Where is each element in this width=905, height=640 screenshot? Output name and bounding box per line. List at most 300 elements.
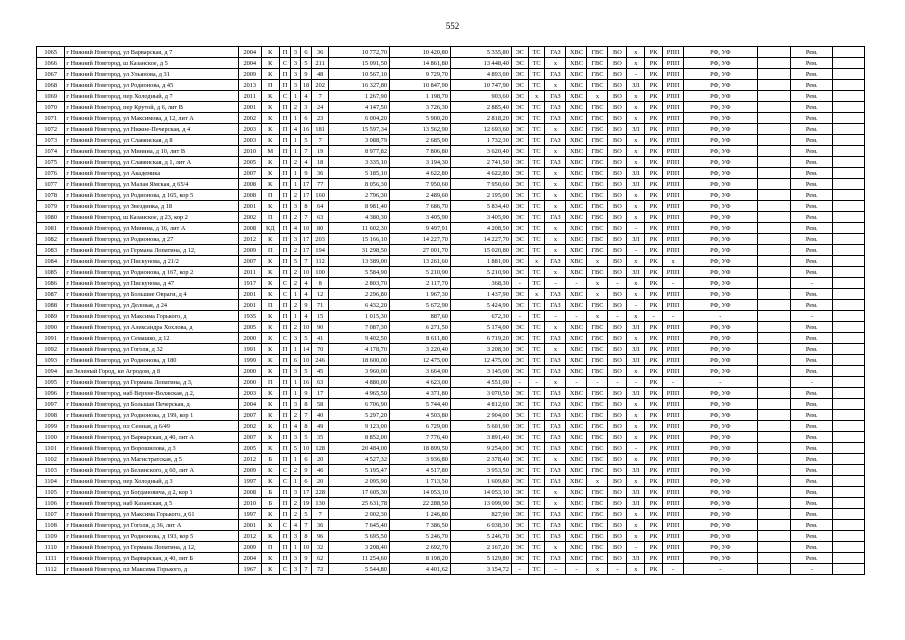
cell-status-a: Рем.	[791, 410, 833, 421]
cell-program: РФ, УФ	[684, 289, 758, 300]
table-row	[37, 190, 865, 201]
cell-gas: х	[545, 80, 566, 91]
cell-wall: К	[261, 69, 279, 80]
cell-heat: -	[511, 564, 528, 575]
cell-roof: П	[279, 300, 291, 311]
cell-hot-water-src: ТС	[528, 135, 545, 146]
cell-hot-water: ГВС	[587, 542, 608, 553]
cell-repair-type: РПП	[663, 113, 684, 124]
cell-program: РФ, УФ	[684, 278, 758, 289]
cell-hot-water-src: -	[528, 377, 545, 388]
cell-program: РФ, УФ	[684, 58, 758, 69]
cell-repair-type: РПП	[663, 509, 684, 520]
cell-roof: П	[279, 399, 291, 410]
cell-fund	[757, 333, 791, 344]
cell-wall: К	[261, 366, 279, 377]
cell-wall: К	[261, 564, 279, 575]
cell-floors: 6	[300, 113, 312, 124]
cell-garbage: РК	[645, 102, 663, 113]
cell-gas: х	[545, 454, 566, 465]
cell-status-b	[833, 124, 865, 135]
cell-area-residential: 13 099,90	[450, 498, 511, 509]
cell-area-residential: 4 551,00	[450, 377, 511, 388]
cell-year: 2008	[238, 223, 261, 234]
cell-hot-water: х	[587, 289, 608, 300]
cell-heat: ЭС	[511, 212, 528, 223]
cell-floors: 8	[300, 421, 312, 432]
cell-entrances: 2	[291, 498, 300, 509]
cell-gas: х	[545, 234, 566, 245]
cell-apartments: 181	[312, 124, 329, 135]
cell-roof: П	[279, 432, 291, 443]
table-row	[37, 113, 865, 124]
cell-repair-type: РПП	[663, 157, 684, 168]
cell-status-b	[833, 157, 865, 168]
cell-heat: ЭС	[511, 256, 528, 267]
cell-address: г Нижний Новгород, ул Варварская, д 40, лит А	[65, 432, 238, 443]
cell-status-a: Рем.	[791, 69, 833, 80]
cell-heat: ЭС	[511, 58, 528, 69]
cell-roof: П	[279, 201, 291, 212]
cell-sewer: -	[608, 311, 627, 322]
cell-area-living: 1 713,50	[389, 476, 450, 487]
cell-apartments: 8	[312, 278, 329, 289]
cell-hot-water-src: ТС	[528, 443, 545, 454]
cell-hot-water-src: ТС	[528, 311, 545, 322]
cell-entrances: 2	[291, 278, 300, 289]
cell-no: 1091	[37, 333, 65, 344]
cell-status-b	[833, 278, 865, 289]
cell-address: г Нижний Новгород, пер Холодный, д 7	[65, 91, 238, 102]
cell-hot-water: х	[587, 278, 608, 289]
cell-area-living: 3 664,00	[389, 366, 450, 377]
cell-address: г Нижний Новгород, ул Большие Овраги, д 4	[65, 289, 238, 300]
cell-elevator: х	[627, 476, 645, 487]
cell-program: РФ, УФ	[684, 234, 758, 245]
cell-hot-water: ГВС	[587, 223, 608, 234]
cell-fund	[757, 256, 791, 267]
cell-floors: 10	[300, 542, 312, 553]
cell-area-total: 16 327,80	[329, 80, 390, 91]
cell-program: РФ, УФ	[684, 201, 758, 212]
cell-floors: 10	[300, 322, 312, 333]
cell-status-b	[833, 564, 865, 575]
cell-program: РФ, УФ	[684, 410, 758, 421]
cell-cold-water: ХВС	[566, 487, 587, 498]
cell-garbage: РК	[645, 509, 663, 520]
cell-gas: ГАЗ	[545, 465, 566, 476]
cell-sewer: ВО	[608, 124, 627, 135]
cell-year: 2009	[238, 245, 261, 256]
cell-garbage: РК	[645, 355, 663, 366]
cell-no: 1083	[37, 245, 65, 256]
cell-area-living: 5 900,20	[389, 113, 450, 124]
cell-year: 2000	[238, 333, 261, 344]
cell-area-residential: 5 210,90	[450, 267, 511, 278]
cell-program: РФ, УФ	[684, 113, 758, 124]
cell-apartments: 70	[312, 344, 329, 355]
cell-address: г Нижний Новгород, ул Варварская, д 7	[65, 47, 238, 58]
cell-entrances: 1	[291, 135, 300, 146]
cell-status-a: Рем.	[791, 465, 833, 476]
cell-gas: ГАЗ	[545, 443, 566, 454]
cell-cold-water: ХВС	[566, 531, 587, 542]
cell-fund	[757, 47, 791, 58]
cell-apartments: 63	[312, 212, 329, 223]
cell-area-residential: 5 174,00	[450, 322, 511, 333]
cell-status-b	[833, 498, 865, 509]
cell-elevator: ЗЛ	[627, 553, 645, 564]
cell-program: РФ, УФ	[684, 179, 758, 190]
cell-apartments: 24	[312, 102, 329, 113]
cell-garbage: РК	[645, 278, 663, 289]
cell-address: г Нижний Новгород, ул Родионова, д 45	[65, 80, 238, 91]
cell-sewer: ВО	[608, 531, 627, 542]
cell-hot-water: ГВС	[587, 212, 608, 223]
cell-elevator: х	[627, 113, 645, 124]
cell-hot-water-src: ТС	[528, 212, 545, 223]
cell-address: г Нижний Новгород, ул Родионова, д 193, кор 5	[65, 531, 238, 542]
cell-roof: С	[279, 520, 291, 531]
cell-garbage: РК	[645, 520, 663, 531]
cell-sewer: ВО	[608, 234, 627, 245]
cell-status-a: Рем.	[791, 113, 833, 124]
cell-area-residential: 1 609,80	[450, 476, 511, 487]
cell-hot-water-src: ТС	[528, 190, 545, 201]
cell-cold-water: ХВС	[566, 234, 587, 245]
cell-hot-water-src: ТС	[528, 300, 545, 311]
cell-no: 1065	[37, 47, 65, 58]
cell-address: г Нижний Новгород, ул Максима Горького, д 61	[65, 509, 238, 520]
cell-apartments: 20	[312, 476, 329, 487]
cell-area-living: 5 210,90	[389, 267, 450, 278]
cell-gas: ГАЗ	[545, 102, 566, 113]
cell-cold-water: ХВС	[566, 421, 587, 432]
cell-no: 1103	[37, 465, 65, 476]
cell-area-residential: 5 834,40	[450, 201, 511, 212]
cell-repair-type: РПП	[663, 234, 684, 245]
cell-area-living: 13 562,90	[389, 124, 450, 135]
cell-floors: 4	[300, 289, 312, 300]
cell-wall: КД	[261, 223, 279, 234]
table-row	[37, 201, 865, 212]
cell-wall: К	[261, 113, 279, 124]
cell-no: 1076	[37, 168, 65, 179]
cell-repair-type: РПП	[663, 300, 684, 311]
cell-garbage: РК	[645, 333, 663, 344]
cell-gas: ГАЗ	[545, 113, 566, 124]
cell-garbage: РК	[645, 69, 663, 80]
cell-area-living: 7 686,70	[389, 201, 450, 212]
cell-area-residential: 12 693,60	[450, 124, 511, 135]
cell-cold-water: ХВС	[566, 476, 587, 487]
cell-status-a: Рем.	[791, 432, 833, 443]
cell-status-a: Рем.	[791, 245, 833, 256]
table-row	[37, 124, 865, 135]
cell-heat: ЭС	[511, 399, 528, 410]
cell-year: 2004	[238, 553, 261, 564]
cell-program: РФ, УФ	[684, 267, 758, 278]
cell-year: 2013	[238, 80, 261, 91]
table-row	[37, 278, 865, 289]
cell-area-total: 5 185,10	[329, 168, 390, 179]
cell-area-living: 2 685,90	[389, 135, 450, 146]
cell-garbage: РК	[645, 168, 663, 179]
cell-year: 1967	[238, 564, 261, 575]
cell-elevator: х	[627, 212, 645, 223]
cell-area-residential: 4 208,50	[450, 223, 511, 234]
cell-status-b	[833, 542, 865, 553]
cell-area-living: 3 220,40	[389, 344, 450, 355]
cell-status-a: Рем.	[791, 47, 833, 58]
cell-repair-type: РПП	[663, 553, 684, 564]
cell-no: 1096	[37, 388, 65, 399]
cell-floors: 4	[300, 278, 312, 289]
cell-garbage: РК	[645, 476, 663, 487]
cell-garbage: РК	[645, 113, 663, 124]
cell-area-living: 6 271,50	[389, 322, 450, 333]
cell-fund	[757, 102, 791, 113]
cell-apartments: 45	[312, 366, 329, 377]
cell-area-living: 1 198,70	[389, 91, 450, 102]
cell-repair-type: РПП	[663, 454, 684, 465]
cell-status-a: Рем.	[791, 531, 833, 542]
cell-cold-water: -	[566, 311, 587, 322]
cell-no: 1077	[37, 179, 65, 190]
cell-fund	[757, 146, 791, 157]
cell-apartments: 40	[312, 410, 329, 421]
cell-entrances: 2	[291, 509, 300, 520]
cell-no: 1099	[37, 421, 65, 432]
cell-apartments: 20	[312, 454, 329, 465]
cell-area-total: 1 015,30	[329, 311, 390, 322]
cell-area-living: 27 001,70	[389, 245, 450, 256]
cell-fund	[757, 410, 791, 421]
cell-address: г Нижний Новгород, ш Казанское, д 23, кор 2	[65, 212, 238, 223]
cell-apartments: 23	[312, 113, 329, 124]
cell-floors: 9	[300, 553, 312, 564]
table-row	[37, 234, 865, 245]
cell-entrances: 2	[291, 157, 300, 168]
cell-program: РФ, УФ	[684, 322, 758, 333]
cell-heat: ЭС	[511, 69, 528, 80]
cell-no: 1097	[37, 399, 65, 410]
cell-year: 2007	[238, 168, 261, 179]
cell-fund	[757, 355, 791, 366]
cell-heat: ЭС	[511, 465, 528, 476]
cell-heat: ЭС	[511, 47, 528, 58]
cell-status-a: Рем.	[791, 366, 833, 377]
cell-address: г Нижний Новгород, ул Максимова, д 12, лит А	[65, 113, 238, 124]
cell-elevator: х	[627, 201, 645, 212]
cell-hot-water: ГВС	[587, 410, 608, 421]
cell-floors: 10	[300, 443, 312, 454]
table-row	[37, 80, 865, 91]
cell-cold-water: -	[566, 278, 587, 289]
cell-area-total: 20 484,00	[329, 443, 390, 454]
cell-hot-water: ГВС	[587, 355, 608, 366]
cell-repair-type: х	[663, 256, 684, 267]
cell-repair-type: РПП	[663, 410, 684, 421]
cell-hot-water-src: ТС	[528, 542, 545, 553]
cell-cold-water: ХВС	[566, 300, 587, 311]
cell-year: 2001	[238, 201, 261, 212]
cell-cold-water: -	[566, 564, 587, 575]
cell-wall: К	[261, 344, 279, 355]
table-row	[37, 47, 865, 58]
cell-address: г Нижний Новгород, ул Ворошилова, д 3	[65, 443, 238, 454]
cell-sewer: ВО	[608, 201, 627, 212]
cell-garbage: РК	[645, 212, 663, 223]
cell-year: 1997	[238, 509, 261, 520]
cell-program: РФ, УФ	[684, 223, 758, 234]
cell-status-a: -	[791, 311, 833, 322]
cell-roof: С	[279, 91, 291, 102]
cell-elevator: ЗЛ	[627, 487, 645, 498]
cell-status-a: Рем.	[791, 476, 833, 487]
cell-sewer: ВО	[608, 476, 627, 487]
cell-wall: К	[261, 47, 279, 58]
cell-area-total: 4 880,00	[329, 377, 390, 388]
cell-status-a: Рем.	[791, 454, 833, 465]
cell-status-b	[833, 355, 865, 366]
cell-address: г Нижний Новгород, пер Холодный, д 3	[65, 476, 238, 487]
table-row	[37, 476, 865, 487]
cell-cold-water: ХВС	[566, 179, 587, 190]
cell-apartments: 72	[312, 564, 329, 575]
cell-roof: П	[279, 124, 291, 135]
cell-gas: х	[545, 124, 566, 135]
cell-address: г Нижний Новгород, ул Малая Ямская, д 65/4	[65, 179, 238, 190]
cell-no: 1105	[37, 487, 65, 498]
cell-program: РФ, УФ	[684, 443, 758, 454]
cell-area-residential: 4 893,00	[450, 69, 511, 80]
cell-elevator: ЗЛ	[627, 168, 645, 179]
cell-hot-water: ГВС	[587, 234, 608, 245]
cell-area-total: 3 335,10	[329, 157, 390, 168]
cell-sewer: ВО	[608, 355, 627, 366]
cell-area-total: 2 796,30	[329, 190, 390, 201]
cell-sewer: ВО	[608, 432, 627, 443]
cell-sewer: ВО	[608, 366, 627, 377]
cell-elevator: ЗЛ	[627, 124, 645, 135]
cell-apartments: 96	[312, 531, 329, 542]
cell-garbage: РК	[645, 553, 663, 564]
cell-gas: ГАЗ	[545, 300, 566, 311]
cell-hot-water-src: ТС	[528, 146, 545, 157]
cell-status-b	[833, 487, 865, 498]
cell-no: 1112	[37, 564, 65, 575]
cell-floors: 18	[300, 80, 312, 91]
cell-floors: 9	[300, 300, 312, 311]
cell-entrances: 4	[291, 124, 300, 135]
cell-address: г Нижний Новгород, ул Магистратская, д 5	[65, 454, 238, 465]
cell-program: РФ, УФ	[684, 256, 758, 267]
cell-hot-water: ГВС	[587, 168, 608, 179]
cell-elevator: х	[627, 91, 645, 102]
cell-area-residential: 2 167,20	[450, 542, 511, 553]
cell-no: 1093	[37, 355, 65, 366]
cell-area-total: 10 567,10	[329, 69, 390, 80]
cell-status-b	[833, 179, 865, 190]
cell-no: 1084	[37, 256, 65, 267]
cell-repair-type: -	[663, 278, 684, 289]
cell-hot-water: ГВС	[587, 421, 608, 432]
cell-area-total: 6 004,20	[329, 113, 390, 124]
cell-heat: ЭС	[511, 113, 528, 124]
cell-apartments: 35	[312, 432, 329, 443]
cell-address: г Нижний Новгород, ул Максима Горького, д	[65, 311, 238, 322]
cell-status-a: Рем.	[791, 146, 833, 157]
cell-heat: ЭС	[511, 322, 528, 333]
cell-sewer: ВО	[608, 553, 627, 564]
cell-hot-water-src: ТС	[528, 157, 545, 168]
cell-entrances: 1	[291, 454, 300, 465]
cell-status-b	[833, 223, 865, 234]
cell-floors: 5	[300, 333, 312, 344]
cell-gas: ГАЗ	[545, 366, 566, 377]
cell-hot-water-src: ТС	[528, 454, 545, 465]
cell-sewer: ВО	[608, 542, 627, 553]
table-row	[37, 322, 865, 333]
cell-area-total: 18 600,00	[329, 355, 390, 366]
cell-cold-water: ХВС	[566, 498, 587, 509]
cell-apartments: 194	[312, 245, 329, 256]
cell-roof: П	[279, 113, 291, 124]
cell-floors: 16	[300, 124, 312, 135]
cell-garbage: РК	[645, 201, 663, 212]
cell-sewer: ВО	[608, 509, 627, 520]
cell-program: РФ, УФ	[684, 212, 758, 223]
cell-roof: П	[279, 553, 291, 564]
cell-apartments: 90	[312, 322, 329, 333]
cell-wall: Б	[261, 454, 279, 465]
cell-apartments: 48	[312, 69, 329, 80]
cell-program: РФ, УФ	[684, 91, 758, 102]
cell-area-residential: 3 145,00	[450, 366, 511, 377]
cell-area-total: 4 965,50	[329, 388, 390, 399]
cell-garbage: РК	[645, 432, 663, 443]
cell-gas: ГАЗ	[545, 432, 566, 443]
cell-address: г Нижний Новгород, наб Казанская, д 5	[65, 498, 238, 509]
cell-no: 1072	[37, 124, 65, 135]
cell-garbage: РК	[645, 443, 663, 454]
table-row	[37, 91, 865, 102]
cell-status-a: Рем.	[791, 256, 833, 267]
cell-area-living: 18 899,50	[389, 443, 450, 454]
cell-entrances: 1	[291, 179, 300, 190]
cell-hot-water: ГВС	[587, 300, 608, 311]
cell-program: РФ, УФ	[684, 69, 758, 80]
cell-floors: 7	[300, 146, 312, 157]
cell-apartments: 32	[312, 542, 329, 553]
cell-fund	[757, 201, 791, 212]
cell-year: 2010	[238, 498, 261, 509]
cell-sewer: ВО	[608, 146, 627, 157]
cell-cold-water: ХВС	[566, 245, 587, 256]
cell-status-b	[833, 333, 865, 344]
cell-cold-water: ХВС	[566, 344, 587, 355]
cell-hot-water: х	[587, 91, 608, 102]
cell-hot-water: ГВС	[587, 344, 608, 355]
cell-area-total: 31 298,50	[329, 245, 390, 256]
cell-status-a: Рем.	[791, 333, 833, 344]
cell-repair-type: РПП	[663, 69, 684, 80]
cell-year: 2002	[238, 421, 261, 432]
cell-program: РФ, УФ	[684, 355, 758, 366]
cell-hot-water-src: х	[528, 256, 545, 267]
table-row	[37, 553, 865, 564]
